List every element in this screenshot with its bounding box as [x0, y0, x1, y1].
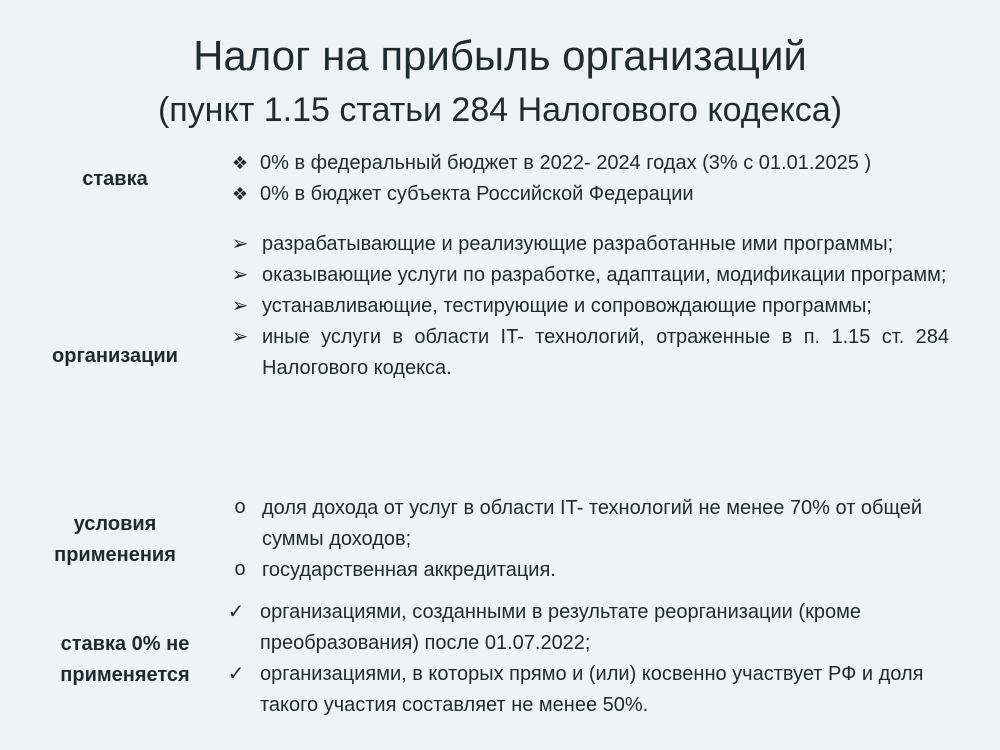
list-item: ✓ организациями, созданными в результате реорганизации (кроме преобразования) после 01.07.2022; — [226, 597, 966, 659]
list-item: o доля дохода от услуг в области IT- технологий не менее 70% от общей суммы доходов; — [232, 493, 947, 555]
list-item: ❖ 0% в федеральный бюджет в 2022- 2024 годах (3% с 01.01.2025 ) — [232, 148, 972, 179]
list-item: ➢ оказывающие услуги по разработке, адаптации, модификации программ; — [232, 260, 949, 291]
list-item: ➢ иные услуги в области IT- технологий, отраженные в п. 1.15 ст. 284 Налогового кодекса. — [232, 322, 949, 384]
check-bullet-icon: ✓ — [227, 601, 245, 623]
arrow-bullet-icon: ➢ — [231, 326, 249, 348]
label-not-applied: ставка 0% не применяется — [60, 633, 190, 686]
page-title: Налог на прибыль организаций — [193, 32, 807, 79]
list-item: ➢ устанавливающие, тестирующие и сопровождающие программы; — [232, 291, 949, 322]
arrow-bullet-icon: ➢ — [231, 264, 249, 286]
conditions-list — [232, 493, 947, 586]
circle-bullet-icon: o — [234, 558, 246, 580]
list-item: ✓ организациями, в которых прямо и (или) косвенно участвует РФ и доля такого участия составляет не менее 50%. — [226, 659, 966, 721]
diamond-bullet-icon: ❖ — [231, 153, 249, 173]
list-item: ➢ разрабатывающие и реализующие разработанные ими программы; — [232, 229, 949, 260]
label-conditions: условия применения — [54, 513, 176, 566]
rate-list — [232, 148, 972, 210]
check-bullet-icon: ✓ — [227, 663, 245, 685]
diamond-bullet-icon: ❖ — [231, 184, 249, 204]
page-subtitle: (пункт 1.15 статьи 284 Налогового кодекса) — [157, 91, 843, 129]
list-item: ❖ 0% в бюджет субъекта Российской Федерации — [232, 179, 972, 210]
not-applied-list — [226, 597, 966, 721]
arrow-bullet-icon: ➢ — [231, 233, 249, 255]
label-rate: ставка — [82, 168, 148, 190]
list-item: o государственная аккредитация. — [232, 555, 947, 586]
arrow-bullet-icon: ➢ — [231, 295, 249, 317]
organizations-list — [232, 229, 949, 384]
circle-bullet-icon: o — [234, 496, 246, 518]
label-organizations: организации — [52, 345, 178, 367]
